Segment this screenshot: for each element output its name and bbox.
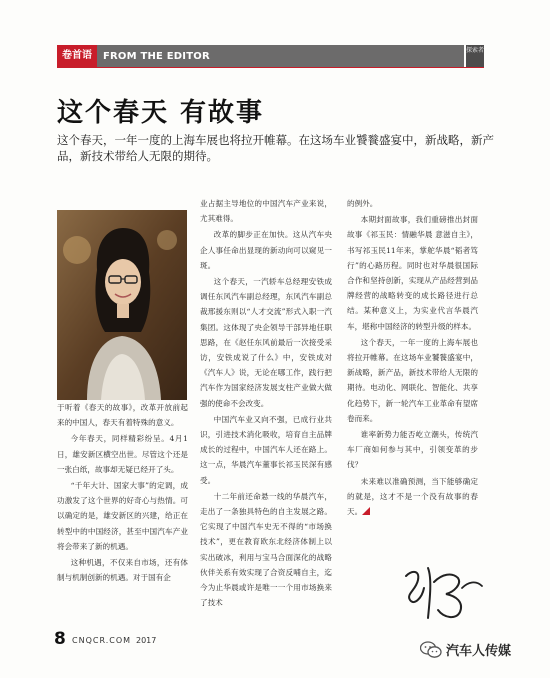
page-number: 8: [54, 629, 66, 649]
paragraph: 本期封面故事，我们重磅推出封面故事《祁玉民：情融华晨 意滋自主》，书写祁玉民11年来，掌舵华晨“韬者笃行”的心路历程。同时也对华晨很国际合作和坚持创新，实现从产品经营到品牌经营的战略转变的成长路径进行总结。某种意义上，为实业代言华晨汽车，堪称中国经济的转型升级的样本。: [347, 215, 478, 331]
paragraph: 谁率新势力能否屹立潮头，传统汽车厂商如何参与其中，引领变革的步伐？: [347, 430, 478, 470]
paragraph: 于听着《春天的故事》，改革开放前起来的中国人，春天有着特殊的意义。: [57, 403, 188, 428]
watermark: [420, 640, 511, 659]
section-header-bar: [57, 45, 464, 67]
paragraph: 中国汽车业又向不强，已成行业共识，引进技术消化吸收，培育自主品牌成长的过程中，中国汽车人还在路上。这一点，华晨汽车董事长祁玉民深有感受。: [200, 414, 332, 485]
paragraph: 十二年前还命悬一线的华晨汽车，走出了一条独具特色的自主发展之路。它实现了中国汽车史无不得的“市场换技术”，更在教育欧东北经济体制上以实出破冰，利用与宝马合面深化的战略伙伴关系有效实现了合资反哺自主，迄今为止华晨或许是唯一一个用市场换来了技术: [200, 491, 332, 608]
watermark-text: 汽车人传媒: [446, 644, 512, 659]
footer-year: 2017: [136, 636, 157, 645]
editor-signature-icon: [398, 558, 488, 628]
paragraph: 的例外。: [347, 199, 378, 208]
paragraph: 业占据主导地位的中国汽车产业来说，尤其难得。: [200, 199, 332, 224]
footer-site: CNQCR.COM: [72, 636, 132, 645]
paragraph: 这个春天，一年一度的上海车展也将拉开帷幕。在这场车业饕餮盛宴中，新战略，新产品，新技术带给人无限的期待。电动化、网联化、智能化、共享化趋势下，新一轮汽车工业革命有望席卷而来。: [347, 337, 478, 423]
side-tab-label: 探索者: [466, 45, 484, 67]
section-tag-title: FROM THE EDITOR: [103, 50, 210, 62]
editor-portrait-icon: [57, 210, 187, 400]
paragraph: “千年大计、国家大事”的定调，成功激发了这个世界的好奇心与热情。可以确定的是，雄安新区的兴建，给正在转型中的中国经济，甚至中国汽车产业将会带来了新的机遇。: [57, 481, 188, 551]
end-mark-icon: [362, 507, 370, 515]
paragraph: 这种机遇，不仅来自市场，还有体制与机制创新的机遇。对于国有企: [57, 558, 188, 583]
editor-photo: [57, 210, 187, 400]
article-column-2: [200, 196, 332, 611]
section-tag-label: 卷首语: [57, 45, 97, 67]
paragraph: [347, 474, 478, 520]
article-headline: 这个春天 有故事: [57, 98, 265, 128]
paragraph-text: 未来难以准确预测，当下能够确定的就是，这才不是一个没有故事的春天。: [347, 476, 478, 517]
header-divider: [57, 67, 484, 68]
paragraph: 这个春天，一汽轿车总经理安铁成调任东风汽车副总经理，东风汽车副总裁邢援东则以“人才交流”形式入职一汽集团。这体现了央企领导干部异地任职思路，在《赵任东风前最后一次接受采访，安铁成说了什么》中，安铁成对《汽车人》说，无论在哪工作，践行把汽车作为国家经济发展支柱产业做大做强的使命不会改变。: [200, 277, 332, 408]
paragraph: 改革的脚步正在加快。这从汽车央企人事任命出显现的新动向可以窥见一斑。: [200, 230, 332, 270]
article-column-1: [57, 400, 188, 586]
paragraph: 今年春天，同样精彩纷呈。4月1日，雄安新区横空出世。尽管这个还是一张白纸，故事却无疑已经开了头。: [57, 434, 188, 474]
article-column-3: [347, 196, 478, 520]
article-dek: 这个春天，一年一度的上海车展也将拉开帷幕。在这场车业饕餮盛宴中，新战略，新产品，新技术带给人无限的期待。: [57, 133, 494, 163]
wechat-icon: [420, 641, 442, 659]
